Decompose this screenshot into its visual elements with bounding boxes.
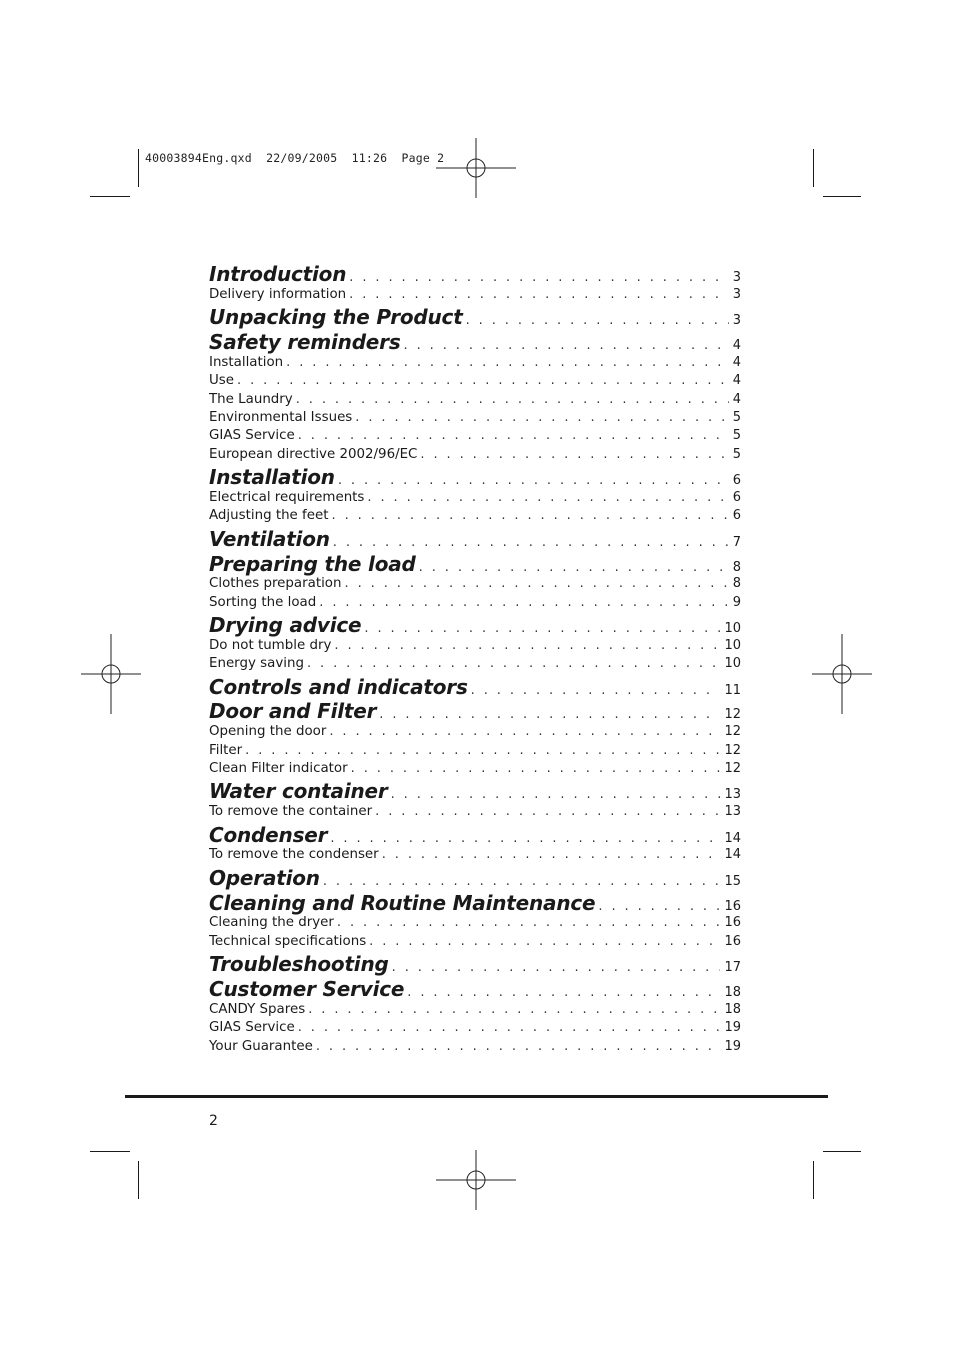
toc-entry-title: CANDY Spares	[209, 1001, 306, 1017]
toc-heading[interactable]	[209, 675, 741, 700]
toc-leader-dots	[337, 915, 721, 930]
toc-page-number: 13	[724, 804, 741, 820]
toc-heading[interactable]	[209, 262, 741, 287]
toc-entry-title: Clean Filter indicator	[209, 761, 348, 777]
toc-entry-title: Delivery information	[209, 286, 347, 302]
toc-page-number: 13	[724, 787, 741, 803]
toc-page-number: 16	[724, 933, 741, 949]
toc-page-number: 8	[732, 559, 741, 575]
toc-entry-title: European directive 2002/96/EC	[209, 446, 418, 462]
toc-entry-title: The Laundry	[209, 391, 293, 407]
toc-subentry[interactable]	[209, 576, 741, 594]
toc-heading[interactable]	[209, 465, 741, 490]
toc-page-number: 17	[724, 960, 741, 976]
toc-page-number: 12	[724, 742, 741, 758]
toc-leader-dots	[419, 560, 729, 575]
toc-leader-dots	[379, 707, 720, 722]
toc-subentry[interactable]	[209, 743, 741, 761]
toc-leader-dots	[298, 428, 729, 443]
toc-entry-title: GIAS Service	[209, 1020, 295, 1036]
toc-entry-title: Customer Service	[209, 976, 405, 1001]
toc-leader-dots	[329, 724, 720, 739]
toc-entry-title: Installation	[209, 465, 335, 490]
toc-entry-title: Your Guarantee	[209, 1038, 313, 1054]
toc-page-number: 19	[724, 1020, 741, 1036]
toc-page-number: 15	[724, 873, 741, 889]
toc-subentry[interactable]	[209, 761, 741, 779]
registration-mark-icon	[802, 634, 882, 714]
crop-mark	[813, 1161, 814, 1199]
toc-page-number: 3	[732, 286, 741, 302]
toc-entry-title: Safety reminders	[209, 329, 401, 354]
toc-page-number: 5	[732, 446, 741, 462]
toc-page-number: 14	[724, 847, 741, 863]
toc-subentry[interactable]	[209, 724, 741, 742]
toc-leader-dots	[369, 934, 720, 949]
toc-leader-dots	[296, 392, 729, 407]
registration-mark-icon	[436, 1140, 516, 1220]
toc-leader-dots	[330, 831, 720, 846]
toc-heading[interactable]	[209, 527, 741, 552]
crop-mark	[823, 196, 861, 197]
toc-entry-title: Adjusting the feet	[209, 508, 329, 524]
toc-leader-dots	[375, 804, 720, 819]
toc-page-number: 8	[732, 576, 741, 592]
toc-heading[interactable]	[209, 613, 741, 638]
toc-subentry[interactable]	[209, 847, 741, 865]
toc-subentry[interactable]	[209, 447, 741, 465]
toc-leader-dots	[298, 1020, 721, 1035]
toc-entry-title: Preparing the load	[209, 551, 416, 576]
toc-subentry[interactable]	[209, 595, 741, 613]
page-number: 2	[209, 1113, 218, 1129]
toc-subentry[interactable]	[209, 428, 741, 446]
toc-entry-title: GIAS Service	[209, 428, 295, 444]
toc-entry-title: Installation	[209, 354, 284, 370]
toc-entry-title: Cleaning and Routine Maintenance	[209, 890, 596, 915]
toc-page-number: 11	[724, 682, 741, 698]
toc-heading[interactable]	[209, 952, 741, 977]
toc-page-number: 10	[724, 637, 741, 653]
toc-leader-dots	[382, 847, 721, 862]
toc-leader-dots	[307, 656, 721, 671]
toc-leader-dots	[245, 743, 720, 758]
toc-entry-title: Energy saving	[209, 656, 304, 672]
toc-entry-title: Troubleshooting	[209, 952, 389, 977]
toc-subentry[interactable]	[209, 915, 741, 933]
toc-subentry[interactable]	[209, 508, 741, 526]
toc-leader-dots	[367, 490, 728, 505]
toc-page-number: 6	[732, 508, 741, 524]
toc-heading[interactable]	[209, 305, 741, 330]
toc-page-number: 16	[724, 898, 741, 914]
toc-leader-dots	[323, 874, 721, 889]
toc-leader-dots	[351, 761, 721, 776]
toc-subentry[interactable]	[209, 490, 741, 508]
crop-mark	[813, 149, 814, 187]
file-slug: 40003894Eng.qxd 22/09/2005 11:26 Page 2	[145, 151, 445, 165]
toc-entry-title: Drying advice	[209, 613, 362, 638]
toc-page-number: 19	[724, 1038, 741, 1054]
toc-leader-dots	[598, 899, 720, 914]
toc-page-number: 12	[724, 724, 741, 740]
toc-subentry[interactable]	[209, 638, 741, 656]
toc-leader-dots	[392, 960, 721, 975]
toc-heading[interactable]	[209, 977, 741, 1002]
registration-mark-icon	[436, 128, 516, 208]
footer-rule	[125, 1095, 828, 1098]
toc-page-number: 14	[724, 830, 741, 846]
toc-entry-title: Environmental Issues	[209, 409, 353, 425]
toc-page-number: 6	[732, 489, 741, 505]
toc-entry-title: Ventilation	[209, 526, 330, 551]
toc-leader-dots	[420, 447, 728, 462]
toc-heading[interactable]	[209, 330, 741, 355]
toc-page-number: 12	[724, 707, 741, 723]
toc-entry-title: Cleaning the dryer	[209, 915, 334, 931]
toc-leader-dots	[237, 373, 729, 388]
toc-entry-title: Do not tumble dry	[209, 637, 332, 653]
toc-page-number: 7	[732, 534, 741, 550]
toc-heading[interactable]	[209, 699, 741, 724]
toc-leader-dots	[308, 1002, 720, 1017]
toc-subentry[interactable]	[209, 1002, 741, 1020]
toc-leader-dots	[407, 985, 720, 1000]
toc-entry-title: Use	[209, 373, 235, 389]
toc-page-number: 5	[732, 409, 741, 425]
toc-entry-title: Controls and indicators	[209, 674, 468, 699]
toc-entry-title: Opening the door	[209, 724, 327, 740]
crop-mark	[823, 1151, 861, 1152]
toc-subentry[interactable]	[209, 1039, 741, 1057]
toc-leader-dots	[316, 1039, 721, 1054]
toc-page-number: 10	[724, 621, 741, 637]
toc-entry-title: Clothes preparation	[209, 576, 342, 592]
toc-page-number: 4	[732, 337, 741, 353]
toc-leader-dots	[364, 621, 720, 636]
toc-leader-dots	[338, 473, 729, 488]
table-of-contents	[209, 262, 741, 1057]
toc-subentry[interactable]	[209, 1020, 741, 1038]
toc-heading[interactable]	[209, 866, 741, 891]
toc-leader-dots	[349, 270, 728, 285]
toc-subentry[interactable]	[209, 934, 741, 952]
toc-leader-dots	[466, 313, 729, 328]
toc-entry-title: Operation	[209, 865, 320, 890]
toc-subentry[interactable]	[209, 656, 741, 674]
toc-page-number: 18	[724, 1001, 741, 1017]
toc-subentry[interactable]	[209, 287, 741, 305]
toc-page-number: 4	[732, 373, 741, 389]
toc-leader-dots	[332, 508, 729, 523]
toc-entry-title: Filter	[209, 742, 243, 758]
toc-page-number: 4	[732, 354, 741, 370]
toc-entry-title: To remove the container	[209, 804, 373, 820]
toc-leader-dots	[319, 595, 728, 610]
toc-entry-title: Electrical requirements	[209, 489, 365, 505]
crop-mark	[90, 1151, 130, 1152]
toc-leader-dots	[404, 338, 729, 353]
toc-page-number: 10	[724, 656, 741, 672]
toc-heading[interactable]	[209, 552, 741, 577]
toc-page-number: 18	[724, 984, 741, 1000]
toc-entry-title: Introduction	[209, 262, 347, 286]
toc-leader-dots	[334, 638, 720, 653]
toc-entry-title: Door and Filter	[209, 699, 377, 724]
toc-heading[interactable]	[209, 891, 741, 916]
crop-mark	[138, 149, 139, 187]
toc-page-number: 4	[732, 391, 741, 407]
toc-page-number: 3	[732, 270, 741, 285]
toc-leader-dots	[333, 535, 729, 550]
registration-mark-icon	[71, 634, 151, 714]
toc-entry-title: Water container	[209, 779, 388, 804]
crop-mark	[90, 196, 130, 197]
toc-leader-dots	[355, 410, 728, 425]
toc-heading[interactable]	[209, 779, 741, 804]
toc-leader-dots	[349, 287, 729, 302]
toc-subentry[interactable]	[209, 373, 741, 391]
toc-entry-title: Condenser	[209, 822, 328, 847]
toc-page-number: 3	[732, 313, 741, 329]
toc-page-number: 12	[724, 761, 741, 777]
toc-entry-title: To remove the condenser	[209, 847, 379, 863]
toc-entry-title: Technical specifications	[209, 933, 367, 949]
toc-subentry[interactable]	[209, 355, 741, 373]
toc-subentry[interactable]	[209, 392, 741, 410]
toc-heading[interactable]	[209, 823, 741, 848]
toc-subentry[interactable]	[209, 804, 741, 822]
crop-mark	[138, 1161, 139, 1199]
toc-leader-dots	[471, 683, 721, 698]
toc-page-number: 16	[724, 915, 741, 931]
toc-page-number: 9	[732, 594, 741, 610]
toc-leader-dots	[286, 355, 729, 370]
toc-leader-dots	[345, 576, 729, 591]
toc-subentry[interactable]	[209, 410, 741, 428]
toc-page-number: 6	[732, 473, 741, 489]
toc-page-number: 5	[732, 428, 741, 444]
toc-entry-title: Sorting the load	[209, 594, 317, 610]
toc-entry-title: Unpacking the Product	[209, 305, 463, 330]
toc-leader-dots	[391, 787, 721, 802]
